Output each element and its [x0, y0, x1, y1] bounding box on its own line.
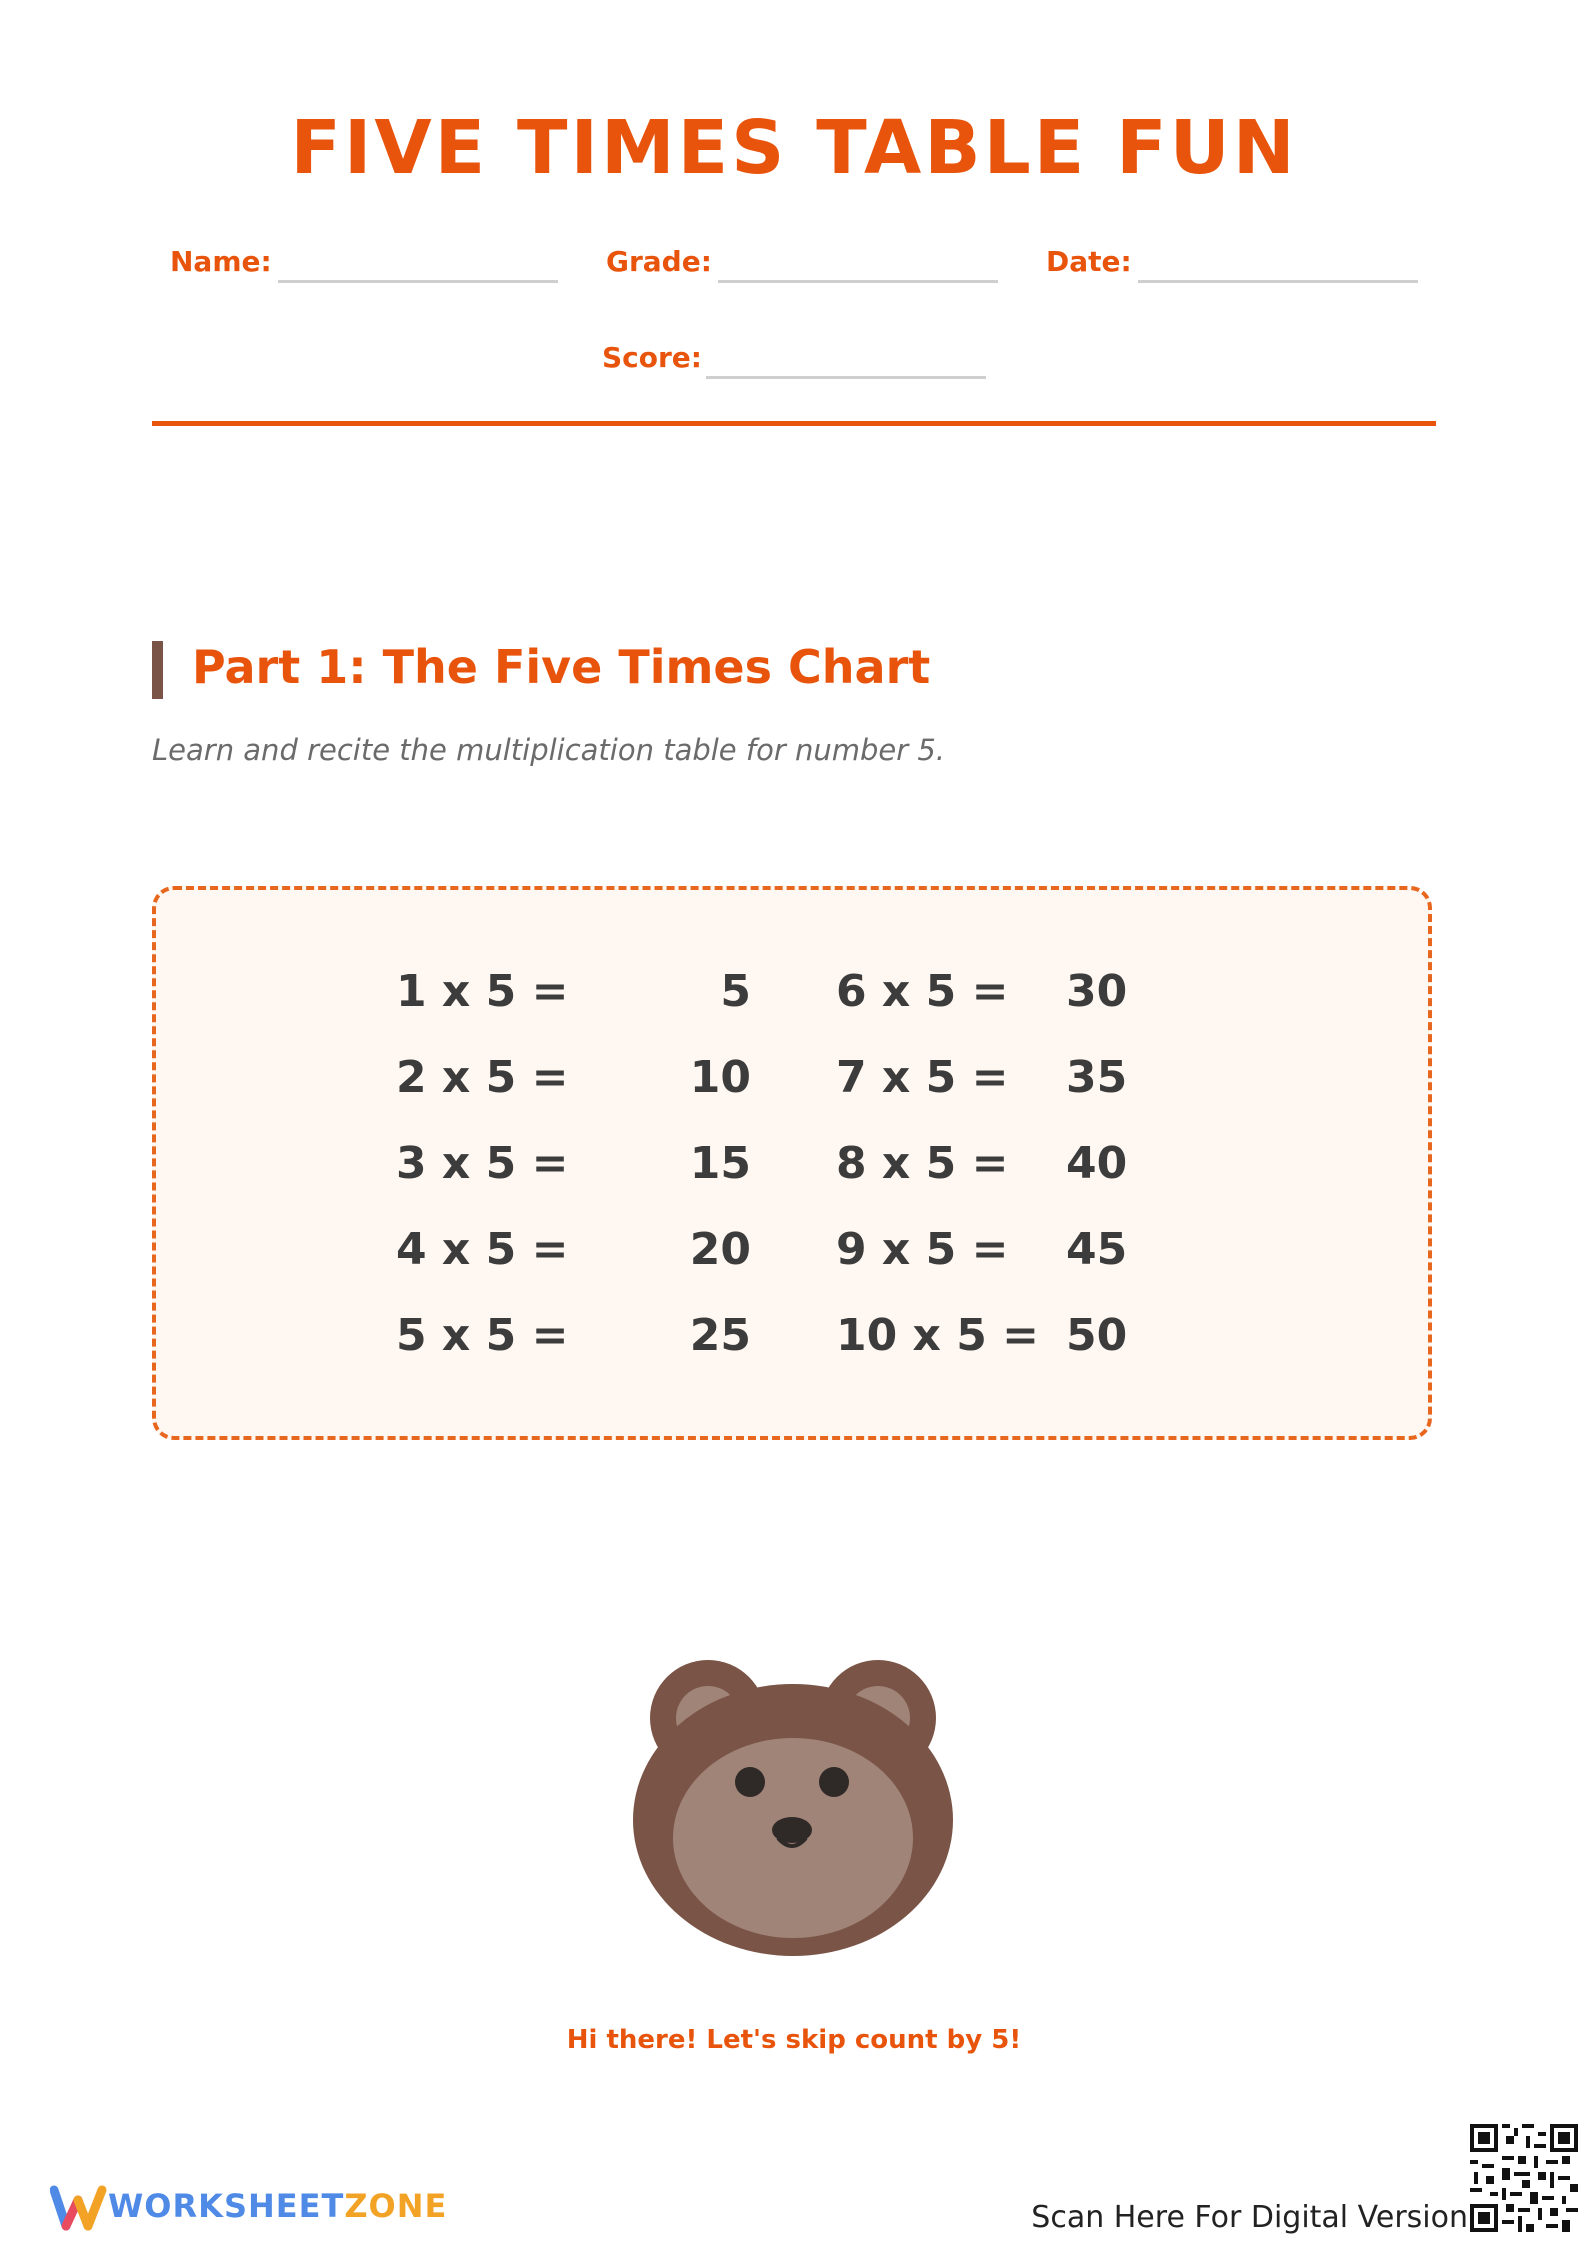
- chart-answer: 50: [1066, 1310, 1128, 1361]
- chart-equation: 5 x 5 =: [396, 1310, 569, 1361]
- logo-text: WORKSHEETZONE: [108, 2187, 448, 2225]
- chart-answer: 45: [1066, 1224, 1128, 1275]
- chart-equation: 6 x 5 =: [836, 966, 1009, 1017]
- bear-mascot-icon: [628, 1658, 958, 1958]
- date-field[interactable]: [1138, 280, 1418, 283]
- chart-equation: 4 x 5 =: [396, 1224, 569, 1275]
- chart-equation: 8 x 5 =: [836, 1138, 1009, 1189]
- section-marker: [152, 641, 163, 699]
- qr-code-icon[interactable]: [1470, 2124, 1578, 2232]
- chart-equation: 9 x 5 =: [836, 1224, 1009, 1275]
- chart-answer: 5: [720, 966, 751, 1017]
- chart-equation: 3 x 5 =: [396, 1138, 569, 1189]
- section-title: Part 1: The Five Times Chart: [192, 640, 931, 694]
- chart-equation: 7 x 5 =: [836, 1052, 1009, 1103]
- logo-w-icon: [50, 2182, 110, 2232]
- chart-answer: 15: [689, 1138, 751, 1189]
- chart-answer: 30: [1066, 966, 1128, 1017]
- score-label: Score:: [602, 341, 702, 374]
- mascot-caption: Hi there! Let's skip count by 5!: [566, 2025, 1022, 2055]
- grade-label: Grade:: [606, 245, 712, 278]
- grade-field[interactable]: [718, 280, 998, 283]
- chart-answer: 25: [689, 1310, 751, 1361]
- chart-answer: 35: [1066, 1052, 1128, 1103]
- date-label: Date:: [1046, 245, 1132, 278]
- chart-equation: 1 x 5 =: [396, 966, 569, 1017]
- worksheet-title: FIVE TIMES TABLE FUN: [290, 105, 1298, 191]
- chart-answer: 10: [689, 1052, 751, 1103]
- name-label: Name:: [170, 245, 272, 278]
- chart-equation: 2 x 5 =: [396, 1052, 569, 1103]
- section-instructions: Learn and recite the multiplication table for number 5.: [152, 733, 946, 767]
- worksheetzone-logo[interactable]: [50, 2182, 450, 2232]
- name-field[interactable]: [278, 280, 558, 283]
- header-divider: [152, 421, 1436, 426]
- chart-answer: 20: [689, 1224, 751, 1275]
- scan-instructions: Scan Here For Digital Version: [1031, 2200, 1468, 2235]
- chart-equation: 10 x 5 =: [836, 1310, 1040, 1361]
- chart-answer: 40: [1066, 1138, 1128, 1189]
- times-chart: [152, 886, 1432, 1440]
- score-field[interactable]: [706, 376, 986, 379]
